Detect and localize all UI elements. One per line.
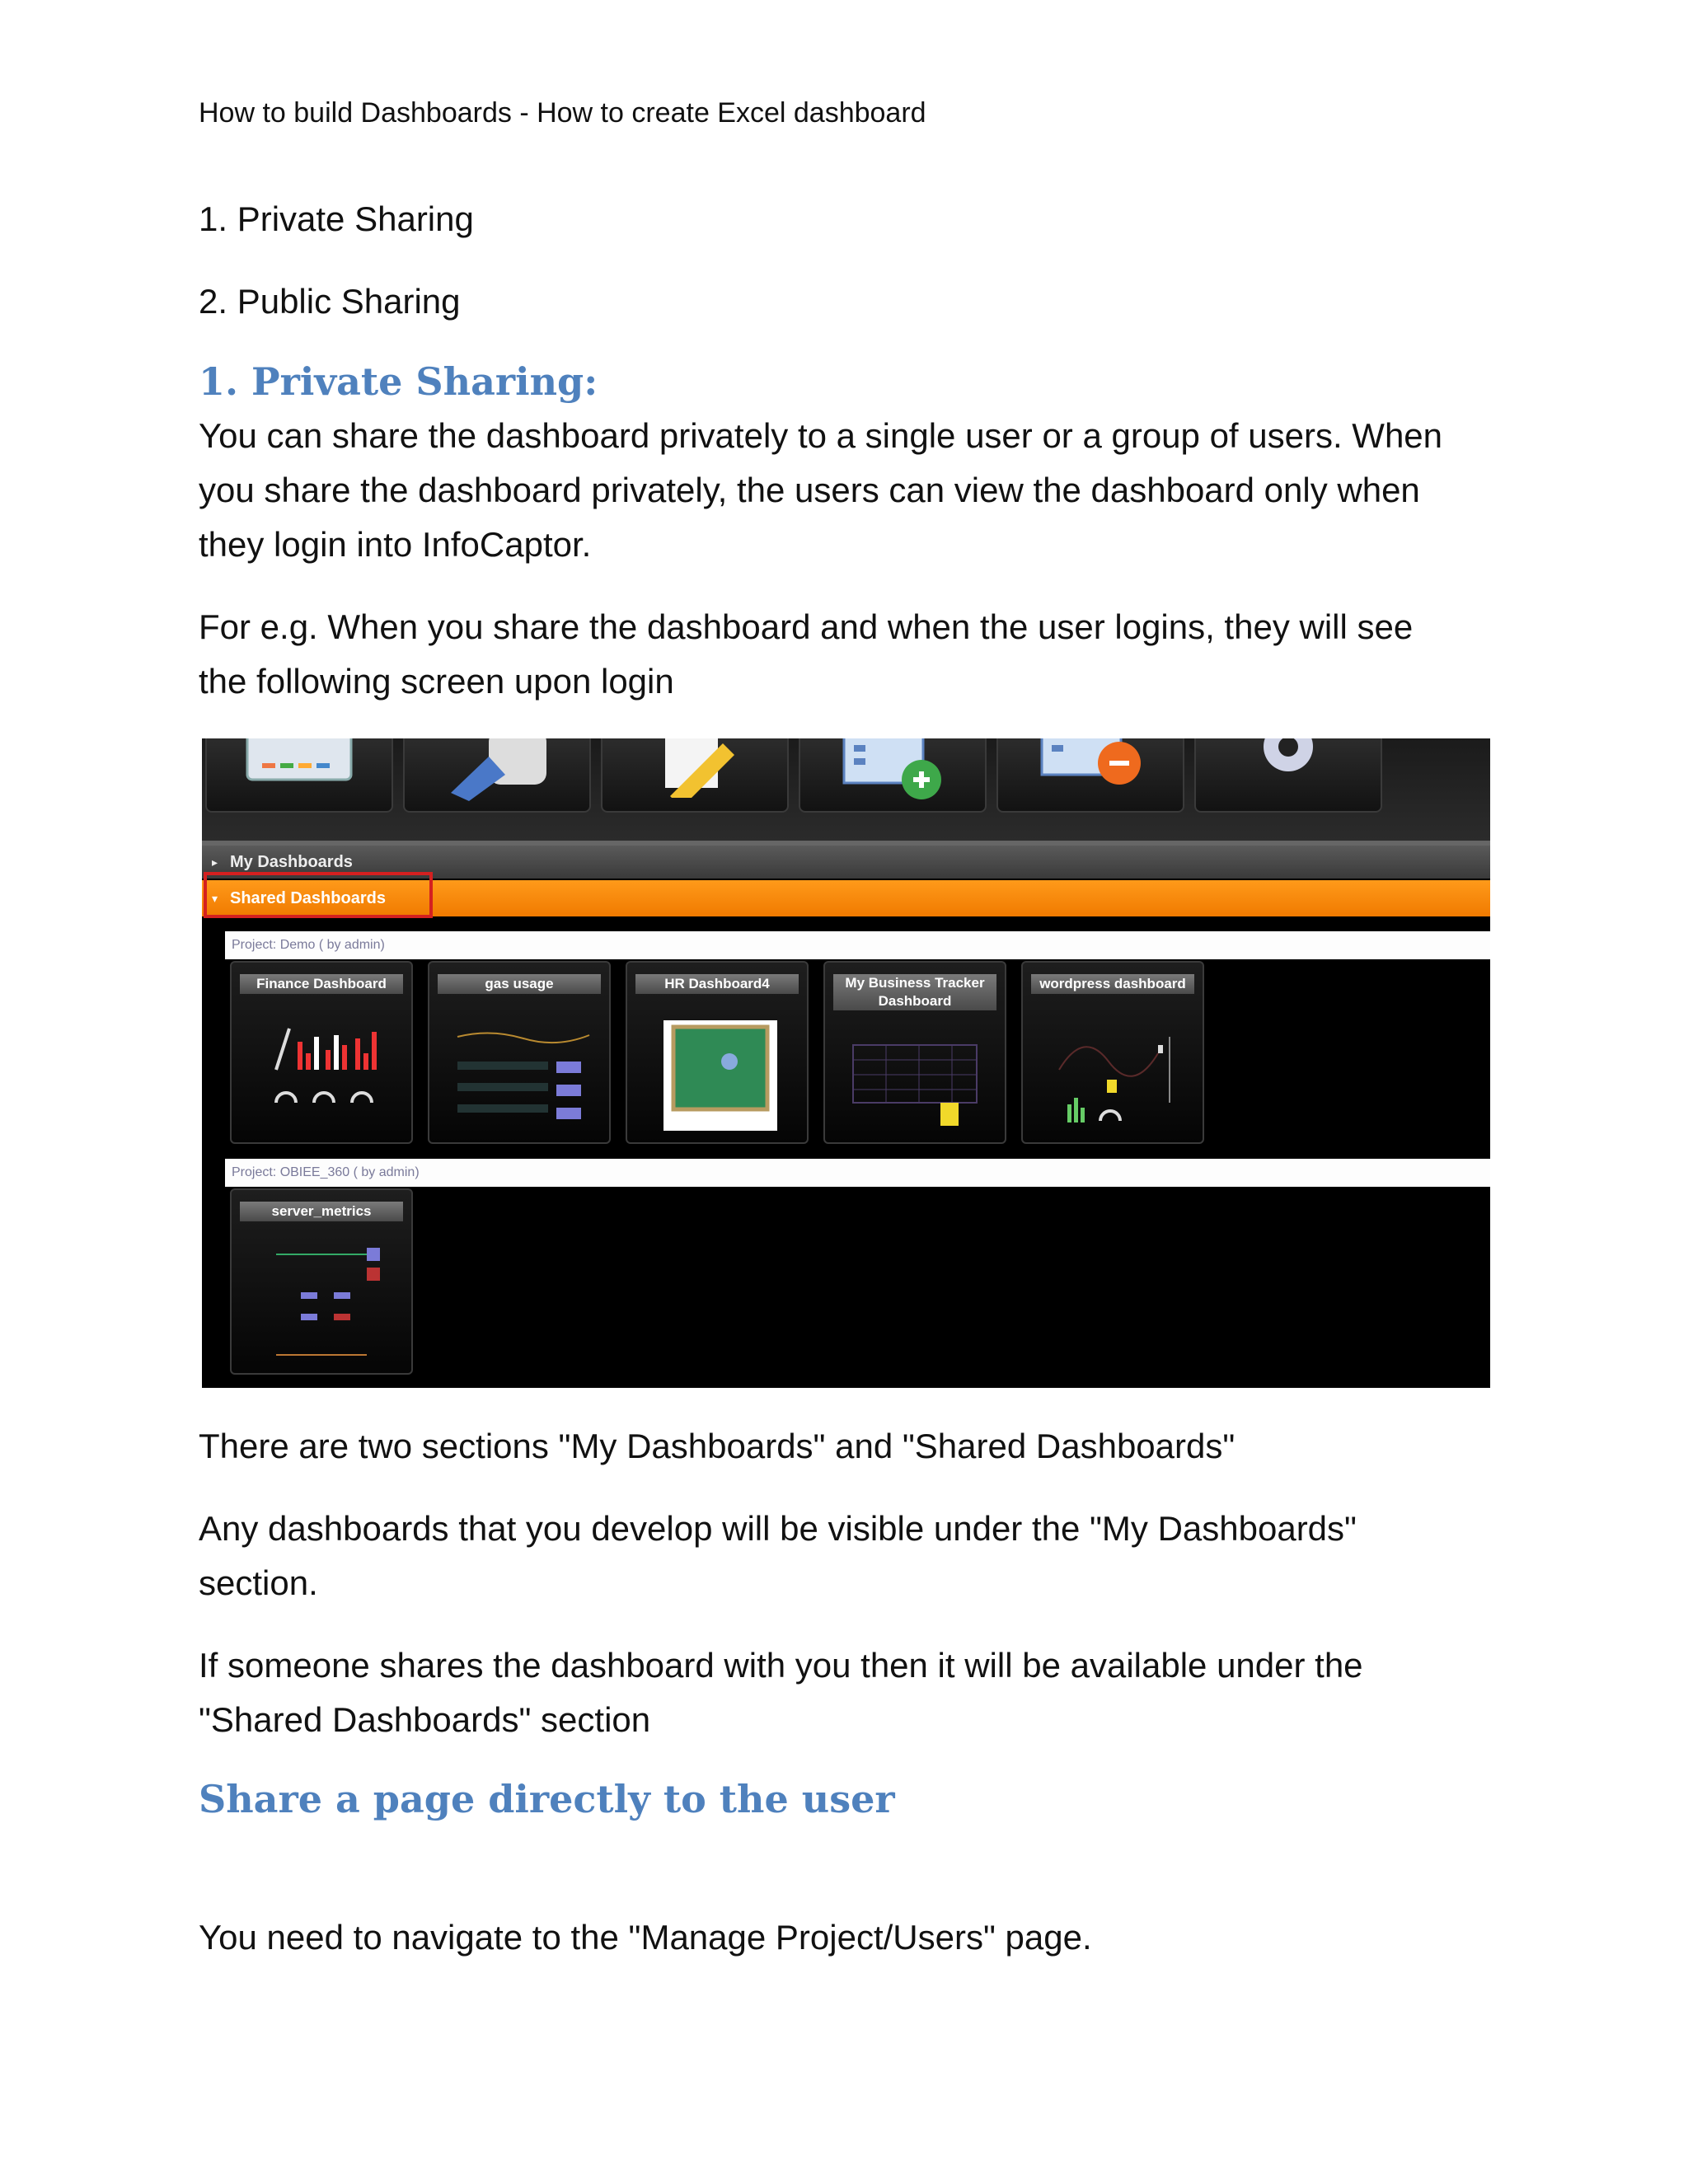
shared-dashboards-label: Shared Dashboards bbox=[230, 889, 386, 907]
paragraph-shared-dashboards bbox=[199, 1638, 1484, 1747]
project-obiee-label: Project: OBIEE_360 ( by admin) bbox=[225, 1159, 1490, 1187]
remove-list-icon bbox=[1037, 738, 1144, 788]
paragraph-navigate bbox=[199, 1910, 1484, 1965]
paragraph-two-sections bbox=[199, 1419, 1484, 1474]
text-line: There are two sections "My Dashboards" and "Shared Dashboards" bbox=[199, 1427, 1236, 1465]
business-tracker-thumbnail bbox=[837, 1012, 993, 1136]
hr-thumbnail bbox=[639, 1012, 795, 1136]
text-line: Any dashboards that you develop will be visible under the "My Dashboards" bbox=[199, 1509, 1357, 1548]
card-title: server_metrics bbox=[240, 1202, 403, 1221]
dashboard-card bbox=[428, 961, 611, 1144]
gas-usage-thumbnail bbox=[441, 1012, 598, 1136]
toolbar-button-connect bbox=[403, 738, 591, 813]
text-line: they login into InfoCaptor. bbox=[199, 525, 592, 564]
screenshot-toolbar bbox=[202, 738, 1490, 841]
dashboard-card bbox=[626, 961, 809, 1144]
wordpress-thumbnail bbox=[1034, 1012, 1191, 1136]
paragraph-private-sharing-intro bbox=[199, 409, 1484, 572]
card-title: HR Dashboard4 bbox=[635, 974, 799, 994]
server-metrics-thumbnail bbox=[243, 1240, 400, 1363]
my-dashboards-label: My Dashboards bbox=[230, 853, 353, 871]
text-line: the following screen upon login bbox=[199, 662, 674, 701]
toolbar-button-settings bbox=[1194, 738, 1382, 813]
card-title: gas usage bbox=[438, 974, 601, 994]
card-title: My Business Tracker Dashboard bbox=[833, 974, 996, 1010]
dashboard-icon bbox=[246, 738, 353, 788]
card-title: Finance Dashboard bbox=[240, 974, 403, 994]
gear-icon bbox=[1247, 738, 1329, 780]
paragraph-example bbox=[199, 600, 1484, 709]
toolbar-button-add bbox=[799, 738, 987, 813]
dashboard-card bbox=[230, 961, 413, 1144]
paragraph-my-dashboards bbox=[199, 1502, 1484, 1610]
list-item-public-sharing: 2. Public Sharing bbox=[199, 282, 461, 321]
finance-thumbnail bbox=[243, 1012, 400, 1136]
text-line: If someone shares the dashboard with you then it will be available under the bbox=[199, 1646, 1363, 1685]
text-line: section. bbox=[199, 1563, 318, 1602]
plug-icon bbox=[439, 738, 555, 801]
toolbar-button-edit bbox=[601, 738, 789, 813]
dashboard-card bbox=[823, 961, 1006, 1144]
add-list-icon bbox=[839, 738, 946, 801]
pencil-icon bbox=[645, 738, 744, 798]
page-header: How to build Dashboards - How to create Excel dashboard bbox=[199, 97, 926, 129]
chevron-down-icon: ▾ bbox=[212, 892, 218, 905]
dashboard-card bbox=[1021, 961, 1204, 1144]
text-line: For e.g. When you share the dashboard and when the user logins, they will see bbox=[199, 607, 1414, 646]
toolbar-button-remove bbox=[996, 738, 1184, 813]
text-line: You can share the dashboard privately to a single user or a group of users. When bbox=[199, 416, 1443, 455]
section-heading-share-page: Share a page directly to the user bbox=[199, 1777, 895, 1821]
toolbar-button-dashboard bbox=[205, 738, 393, 813]
list-item-private-sharing: 1. Private Sharing bbox=[199, 199, 474, 238]
chevron-right-icon: ▸ bbox=[212, 855, 218, 869]
card-title: wordpress dashboard bbox=[1031, 974, 1194, 994]
text-line: You need to navigate to the "Manage Project/Users" page. bbox=[199, 1918, 1092, 1957]
highlight-box bbox=[204, 872, 433, 918]
text-line: "Shared Dashboards" section bbox=[199, 1700, 651, 1739]
dashboard-screenshot bbox=[202, 738, 1490, 1388]
dashboard-card bbox=[230, 1188, 413, 1375]
text-line: you share the dashboard privately, the users can view the dashboard only when bbox=[199, 471, 1420, 509]
project-demo-label: Project: Demo ( by admin) bbox=[225, 931, 1490, 959]
section-heading-private-sharing: 1. Private Sharing: bbox=[199, 359, 598, 404]
